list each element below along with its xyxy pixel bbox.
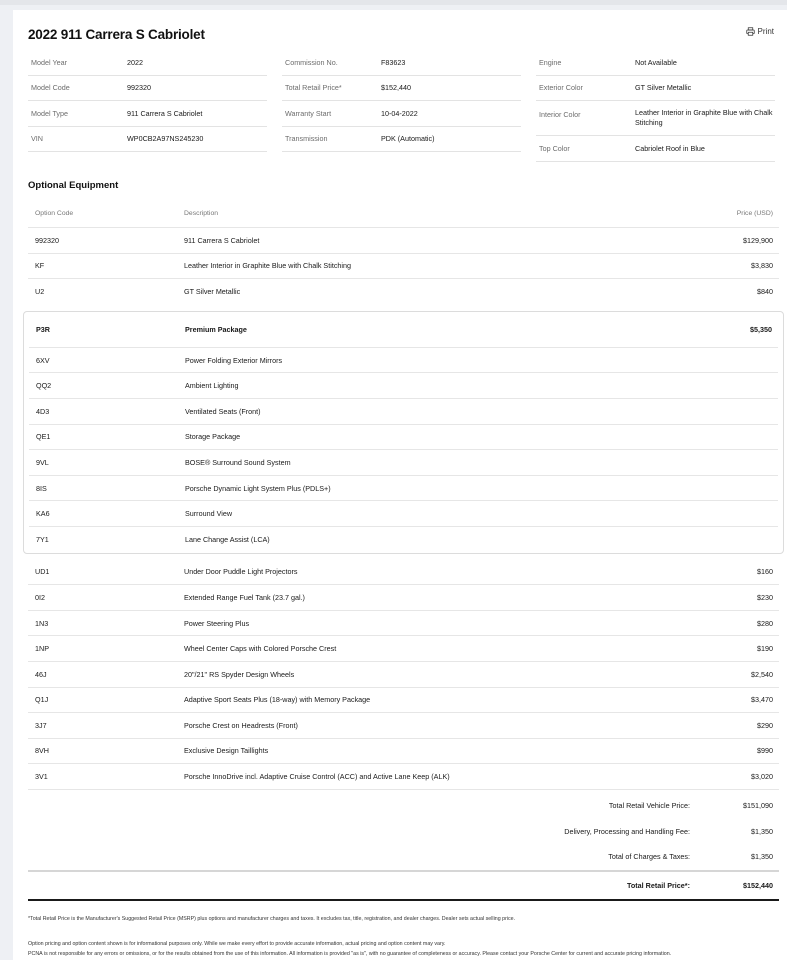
optional-equipment-title: Optional Equipment — [28, 180, 119, 191]
option-price: $840 — [757, 287, 773, 297]
spec-row — [28, 101, 267, 127]
table-row — [28, 611, 779, 637]
column-header-code: Option Code — [35, 210, 74, 217]
option-code: 6XV — [36, 355, 50, 365]
package-item-row — [29, 450, 778, 476]
option-price: $3,020 — [751, 772, 773, 782]
option-code: UD1 — [35, 567, 50, 577]
option-description: Surround View — [185, 509, 233, 519]
option-code: QQ2 — [36, 381, 52, 391]
table-row — [28, 764, 779, 790]
table-row — [28, 585, 779, 611]
option-code: U2 — [35, 287, 45, 297]
option-description: GT Silver Metallic — [184, 287, 241, 297]
option-description: Adaptive Sport Seats Plus (18-way) with Memory Package — [184, 695, 371, 705]
option-price: $5,350 — [750, 324, 772, 334]
column-header-price: Price (USD) — [736, 210, 773, 217]
spec-column-1 — [28, 50, 267, 152]
total-value: $1,350 — [751, 826, 773, 836]
spec-label: VIN — [31, 134, 43, 144]
spec-row — [28, 127, 267, 153]
spec-row — [282, 127, 521, 153]
spec-label: Interior Color — [539, 110, 581, 119]
option-description: Storage Package — [185, 432, 241, 442]
optional-equipment-table — [28, 195, 779, 790]
spec-row — [282, 101, 521, 127]
option-code: 8VH — [35, 746, 49, 756]
option-code: 1N3 — [35, 618, 49, 628]
option-code: 992320 — [35, 235, 59, 245]
option-code: P3R — [36, 324, 50, 334]
option-description: Leather Interior in Graphite Blue with Chalk Stitching — [184, 261, 351, 271]
spec-column-3 — [536, 50, 775, 162]
table-row — [28, 279, 779, 305]
option-description: Exclusive Design Taillights — [184, 746, 269, 756]
total-retail-price-row — [28, 872, 779, 899]
option-code: 3J7 — [35, 720, 47, 730]
option-price: $290 — [757, 720, 773, 730]
spec-row — [28, 76, 267, 102]
option-price: $2,540 — [751, 669, 773, 679]
package-item-row — [29, 348, 778, 374]
spec-value: PDK (Automatic) — [381, 134, 435, 144]
spec-row — [282, 50, 521, 76]
package-item-row — [29, 501, 778, 527]
total-label: Total of Charges & Taxes: — [608, 852, 690, 862]
print-button[interactable] — [746, 27, 774, 36]
package-item-row — [29, 425, 778, 451]
spec-value: Cabriolet Roof in Blue — [635, 143, 705, 153]
option-code: Q1J — [35, 695, 49, 705]
table-row — [28, 688, 779, 714]
spec-value: Not Available — [635, 57, 677, 67]
msrp-footnote: *Total Retail Price is the Manufacturer's Suggested Retail Price (MSRP) plus options and manufacturer charges and taxes. It excludes tax, title, registration, and dealer charges. Dealer sets actual selling price. — [28, 916, 516, 922]
option-description: Lane Change Assist (LCA) — [185, 535, 270, 545]
spec-label: Model Year — [31, 57, 67, 67]
spec-value: F83623 — [381, 57, 406, 67]
page-title: 2022 911 Carrera S Cabriolet — [28, 27, 205, 42]
option-description: Wheel Center Caps with Colored Porsche Crest — [184, 644, 337, 654]
option-price: $190 — [757, 644, 773, 654]
spec-label: Warranty Start — [285, 108, 332, 118]
spec-row — [536, 101, 775, 136]
table-row — [28, 254, 779, 280]
option-price: $160 — [757, 567, 773, 577]
option-description: 20"/21" RS Spyder Design Wheels — [184, 669, 295, 679]
option-description: Porsche Dynamic Light System Plus (PDLS+) — [185, 483, 331, 493]
spec-value: GT Silver Metallic — [635, 83, 692, 93]
option-code: 46J — [35, 669, 47, 679]
package-item-row — [29, 476, 778, 502]
option-price: $129,900 — [743, 235, 773, 245]
spec-label: Total Retail Price* — [285, 83, 342, 93]
spec-value: 10-04-2022 — [381, 108, 418, 118]
table-row — [28, 636, 779, 662]
option-code: 8IS — [36, 483, 47, 493]
total-value: $152,440 — [743, 880, 773, 890]
option-price: $990 — [757, 746, 773, 756]
spec-row — [536, 136, 775, 162]
table-row — [28, 560, 779, 586]
spec-row — [28, 50, 267, 76]
table-row — [28, 228, 779, 254]
spec-label: Model Type — [31, 108, 69, 118]
spec-value: WP0CB2A97NS245230 — [127, 134, 204, 144]
window-sticker-page — [13, 10, 787, 960]
disclaimer-line-2: PCNA is not responsible for any errors or omissions, or for the results obtained from the use of this information. All information is provided "as is", with no guarantee of completeness or accuracy. Please contact your Porsche Center for current and accurate pricing information. — [28, 951, 672, 957]
option-code: 0I2 — [35, 592, 45, 602]
spec-column-2 — [282, 50, 521, 152]
spec-label: Commission No. — [285, 57, 338, 67]
option-description: Porsche Crest on Headrests (Front) — [184, 720, 298, 730]
spec-label: Engine — [539, 57, 562, 67]
option-code: 9VL — [36, 457, 49, 467]
option-code: KF — [35, 261, 45, 271]
spec-label: Exterior Color — [539, 83, 583, 93]
option-description: Under Door Puddle Light Projectors — [184, 567, 298, 577]
price-totals — [28, 793, 779, 901]
option-description: 911 Carrera S Cabriolet — [184, 235, 260, 245]
divider — [28, 899, 779, 901]
option-price: $3,470 — [751, 695, 773, 705]
total-vehicle-price-row — [28, 793, 779, 819]
option-code: 7Y1 — [36, 535, 49, 545]
option-description: Power Steering Plus — [184, 618, 250, 628]
option-description: Premium Package — [185, 324, 247, 334]
print-label: Print — [757, 27, 774, 36]
premium-package-group — [23, 311, 784, 554]
spec-label: Model Code — [31, 83, 70, 93]
option-description: Ventilated Seats (Front) — [185, 406, 261, 416]
printer-icon — [746, 27, 755, 36]
charges-taxes-row — [28, 844, 779, 870]
table-row — [28, 739, 779, 765]
option-description: BOSE® Surround Sound System — [185, 457, 291, 467]
option-code: 3V1 — [35, 772, 48, 782]
package-item-row — [29, 527, 778, 553]
option-description: Porsche InnoDrive incl. Adaptive Cruise Control (ACC) and Active Lane Keep (ALK) — [184, 772, 450, 782]
spec-row — [536, 76, 775, 102]
total-label: Total Retail Vehicle Price: — [608, 801, 690, 810]
option-code: 1NP — [35, 644, 49, 654]
table-row — [28, 713, 779, 739]
option-code: 4D3 — [36, 406, 50, 416]
option-description: Ambient Lighting — [185, 381, 239, 391]
table-row — [28, 662, 779, 688]
table-header — [28, 195, 779, 228]
spec-value: 2022 — [127, 57, 143, 67]
delivery-fee-row — [28, 819, 779, 845]
option-price: $280 — [757, 618, 773, 628]
total-label: Delivery, Processing and Handling Fee: — [564, 826, 690, 836]
spec-value: 992320 — [127, 83, 151, 93]
total-value: $1,350 — [751, 852, 773, 862]
spec-value: Leather Interior in Graphite Blue with Chalk Stitching — [635, 108, 773, 127]
spec-value: $152,440 — [381, 83, 411, 93]
total-value: $151,090 — [743, 801, 773, 810]
package-item-row — [29, 399, 778, 425]
spec-row — [536, 50, 775, 76]
option-code: KA6 — [36, 509, 50, 519]
spec-label: Top Color — [539, 143, 570, 153]
option-description: Extended Range Fuel Tank (23.7 gal.) — [184, 592, 305, 602]
option-price: $230 — [757, 592, 773, 602]
option-code: QE1 — [36, 432, 51, 442]
package-item-row — [29, 373, 778, 399]
option-description: Power Folding Exterior Mirrors — [185, 355, 283, 365]
spec-row — [282, 76, 521, 102]
total-label: Total Retail Price*: — [627, 880, 690, 890]
top-strip — [0, 0, 787, 5]
option-price: $3,830 — [751, 261, 773, 271]
spec-label: Transmission — [285, 134, 328, 144]
column-header-description: Description — [184, 210, 218, 217]
spec-value: 911 Carrera S Cabriolet — [127, 108, 203, 118]
disclaimer-line-1: Option pricing and option content shown is for informational purposes only. While we make every effort to provide accurate information, actual pricing and option content may vary. — [28, 941, 446, 947]
package-header-row — [29, 312, 778, 348]
